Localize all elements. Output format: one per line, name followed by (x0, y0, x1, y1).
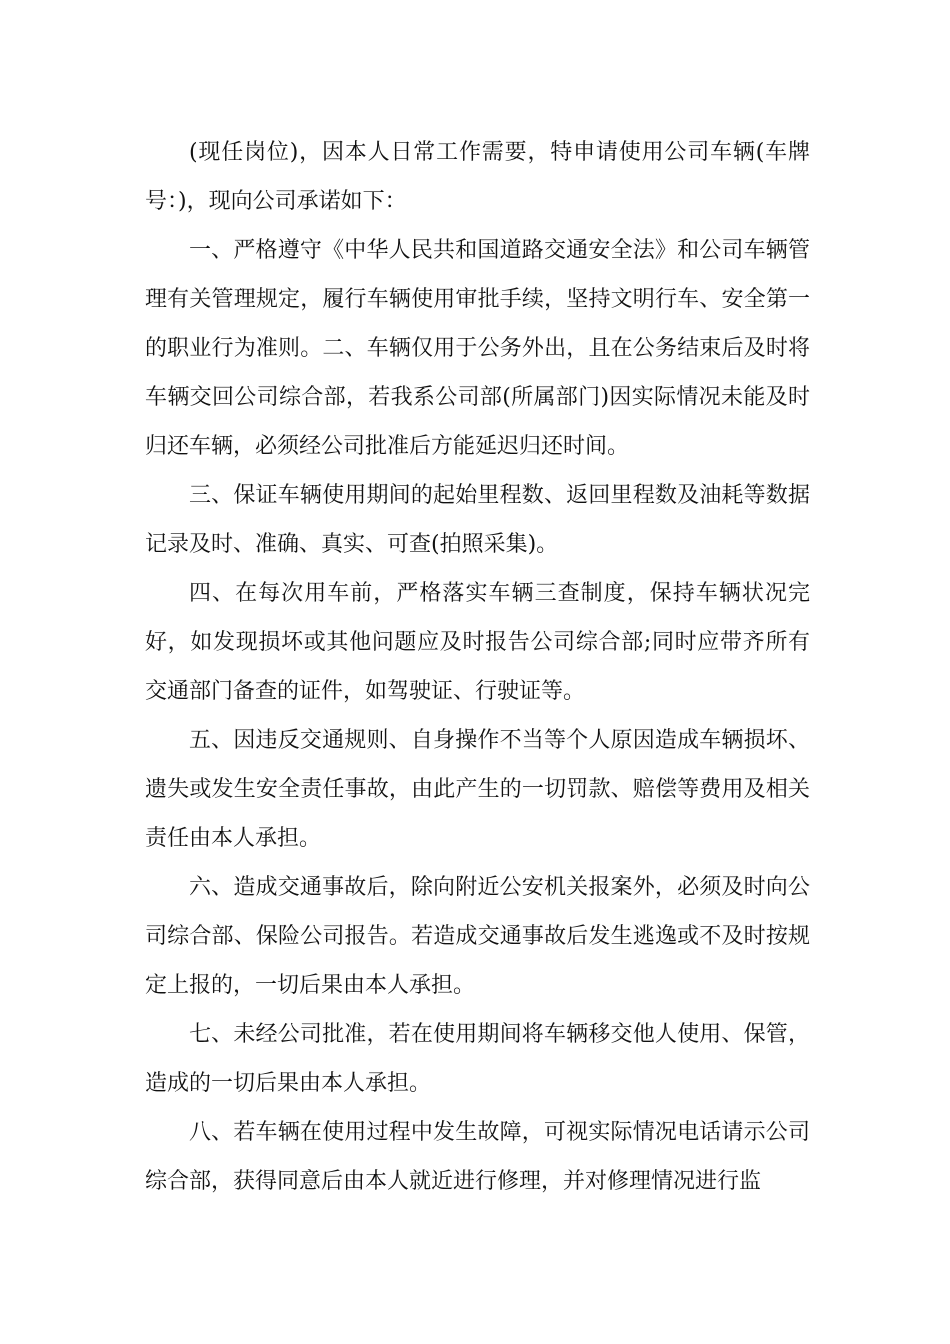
document-body (145, 128, 810, 1206)
paragraph-clause-3: 三、保证车辆使用期间的起始里程数、返回里程数及油耗等数据记录及时、准确、真实、可查(拍照采集)。 (145, 483, 810, 557)
paragraph-clause-5: 五、因违反交通规则、自身操作不当等个人原因造成车辆损坏、遗失或发生安全责任事故，由此产生的一切罚款、赔偿等费用及相关责任由本人承担。 (145, 728, 810, 851)
paragraph-intro: (现任岗位)，因本人日常工作需要，特申请使用公司车辆(车牌号：)，现向公司承诺如下： (145, 140, 810, 214)
paragraph-clause-1-2: 一、严格遵守《中华人民共和国道路交通安全法》和公司车辆管理有关管理规定，履行车辆使用审批手续，坚持文明行车、安全第一的职业行为准则。二、车辆仅用于公务外出，且在公务结束后及时将车辆交回公司综合部，若我系公司部(所属部门)因实际情况未能及时归还车辆，必须经公司批准后方能延迟归还时间。 (145, 238, 810, 459)
paragraph-clause-4: 四、在每次用车前，严格落实车辆三查制度，保持车辆状况完好，如发现损坏或其他问题应及时报告公司综合部;同时应带齐所有交通部门备查的证件，如驾驶证、行驶证等。 (145, 581, 810, 704)
paragraph-clause-8: 八、若车辆在使用过程中发生故障，可视实际情况电话请示公司综合部，获得同意后由本人就近进行修理，并对修理情况进行监 (145, 1120, 810, 1194)
paragraph-clause-6: 六、造成交通事故后，除向附近公安机关报案外，必须及时向公司综合部、保险公司报告。若造成交通事故后发生逃逸或不及时按规定上报的，一切后果由本人承担。 (145, 875, 810, 998)
paragraph-clause-7: 七、未经公司批准，若在使用期间将车辆移交他人使用、保管，造成的一切后果由本人承担。 (145, 1022, 810, 1096)
